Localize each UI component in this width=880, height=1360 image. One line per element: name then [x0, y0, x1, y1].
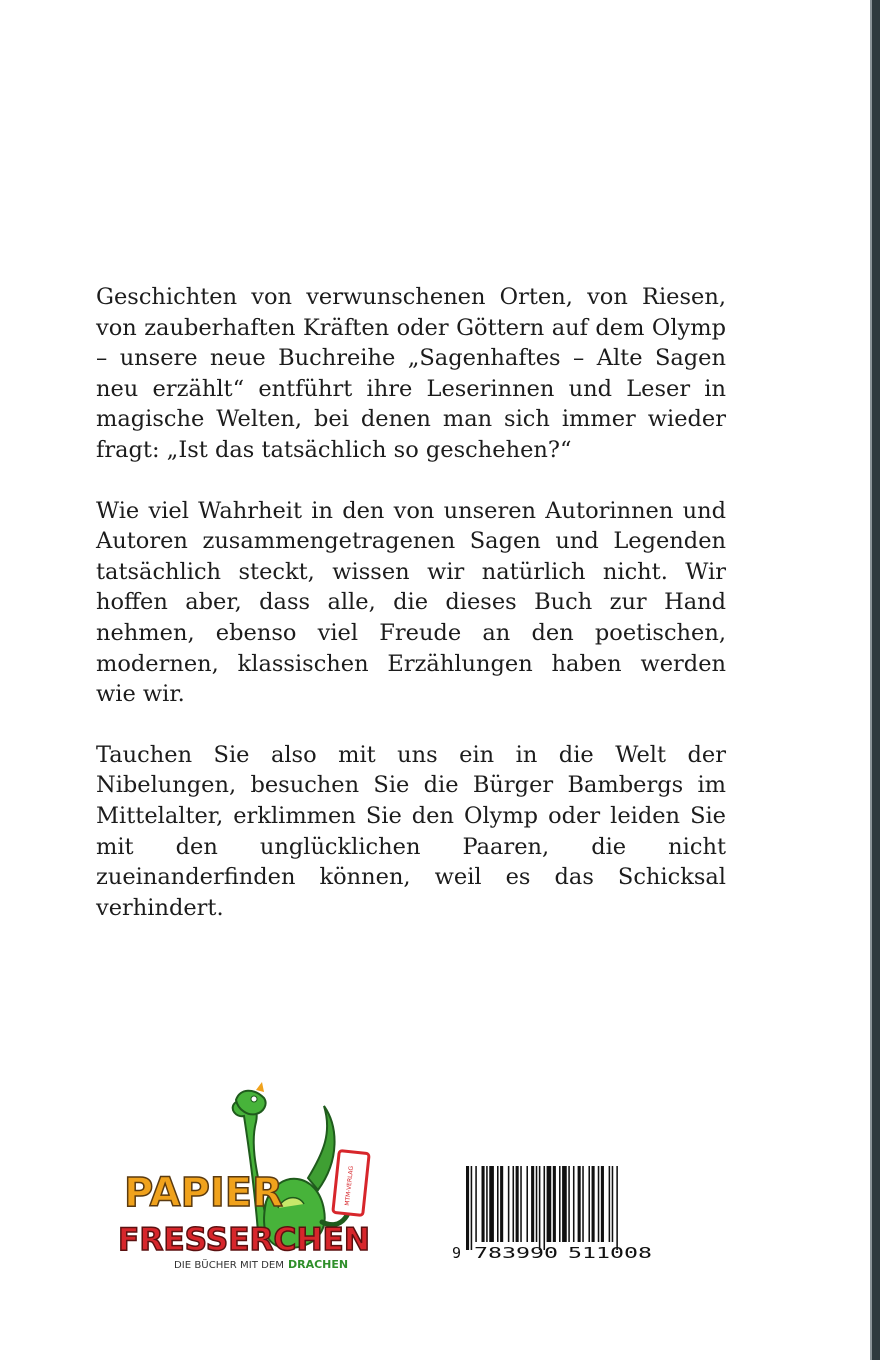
blurb-paragraph-3: Tauchen Sie also mit uns ein in die Welt der Nibelungen, besuchen Sie die Bürger Bambergs im Mittelalter, erklimmen Sie den Olymp oder leiden Sie mit den unglücklichen Paaren, die nicht zueinanderfinden können, weil es das Schicksal verhindert. — [96, 741, 726, 921]
barcode-bar — [466, 1166, 469, 1250]
barcode-bar — [573, 1166, 575, 1242]
book-icon — [333, 1151, 369, 1216]
blurb-text — [96, 282, 726, 953]
barcode-bar — [578, 1166, 581, 1242]
barcode-bar — [582, 1166, 584, 1242]
barcode-bar — [559, 1166, 561, 1242]
barcode-lead-digit: 9 — [452, 1244, 462, 1262]
barcode-bar — [592, 1166, 595, 1242]
logo-word-fresserchen: FRESSERCHEN — [118, 1222, 370, 1258]
barcode-bar — [486, 1166, 488, 1242]
barcode-bar — [547, 1166, 552, 1242]
barcode-bar — [553, 1166, 556, 1242]
barcode-bar — [526, 1166, 528, 1242]
barcode-group-2: 511008 — [568, 1244, 652, 1262]
barcode-bar — [536, 1166, 538, 1242]
cover-edge — [872, 0, 880, 1360]
barcode-bar — [500, 1166, 503, 1242]
barcode-bars — [466, 1166, 618, 1250]
logo-word-papier: PAPIER — [124, 1170, 283, 1216]
barcode-bar — [516, 1166, 519, 1242]
blurb-paragraph-1: Geschichten von verwunschenen Orten, von Riesen, von zauberhaften Kräften oder Göttern auf dem Olymp – unsere neue Buchreihe „Sagenhaftes – Alte Sagen neu erzählt“ entführt ihre Leserinnen und Leser in magische Welten, bei denen man sich immer wieder fragt: „Ist das tatsächlich so geschehen?“ — [96, 284, 726, 463]
barcode-bar — [609, 1166, 611, 1242]
book-label: MTM-VERLAG — [343, 1165, 356, 1207]
barcode-bar — [508, 1166, 510, 1242]
barcode-bar — [497, 1166, 499, 1242]
barcode-bar — [562, 1166, 567, 1242]
barcode-bar — [568, 1166, 570, 1242]
blurb-paragraph-2: Wie viel Wahrheit in den von unseren Autorinnen und Autoren zusammengetragenen Sagen und Legenden tatsächlich steckt, wissen wir natürlich nicht. Wir hoffen aber, dass alle, die dieses Buch zur Hand nehmen, ebenso viel Freude an den poetischen, modernen, klassischen Erzählungen haben werden wie wir. — [96, 497, 726, 708]
isbn-barcode — [452, 1166, 666, 1264]
barcode-bar — [531, 1166, 534, 1242]
barcode-bar — [588, 1166, 590, 1242]
barcode-bar — [471, 1166, 473, 1250]
barcode-bar — [612, 1166, 614, 1242]
barcode-bar — [544, 1166, 546, 1250]
logo-tagline-highlight: DRACHEN — [288, 1258, 349, 1271]
barcode-group-1: 783990 — [474, 1244, 558, 1262]
barcode-bar — [598, 1166, 600, 1242]
barcode-bar — [475, 1166, 477, 1242]
barcode-bar — [616, 1166, 618, 1250]
barcode-bar — [489, 1166, 494, 1242]
barcode-bar — [539, 1166, 541, 1250]
publisher-logo — [118, 1082, 378, 1278]
barcode-bar — [482, 1166, 485, 1242]
logo-tagline: DIE BÜCHER MIT DEM — [174, 1260, 283, 1271]
barcode-bar — [520, 1166, 522, 1242]
barcode-bar — [601, 1166, 604, 1242]
barcode-bar — [513, 1166, 515, 1242]
